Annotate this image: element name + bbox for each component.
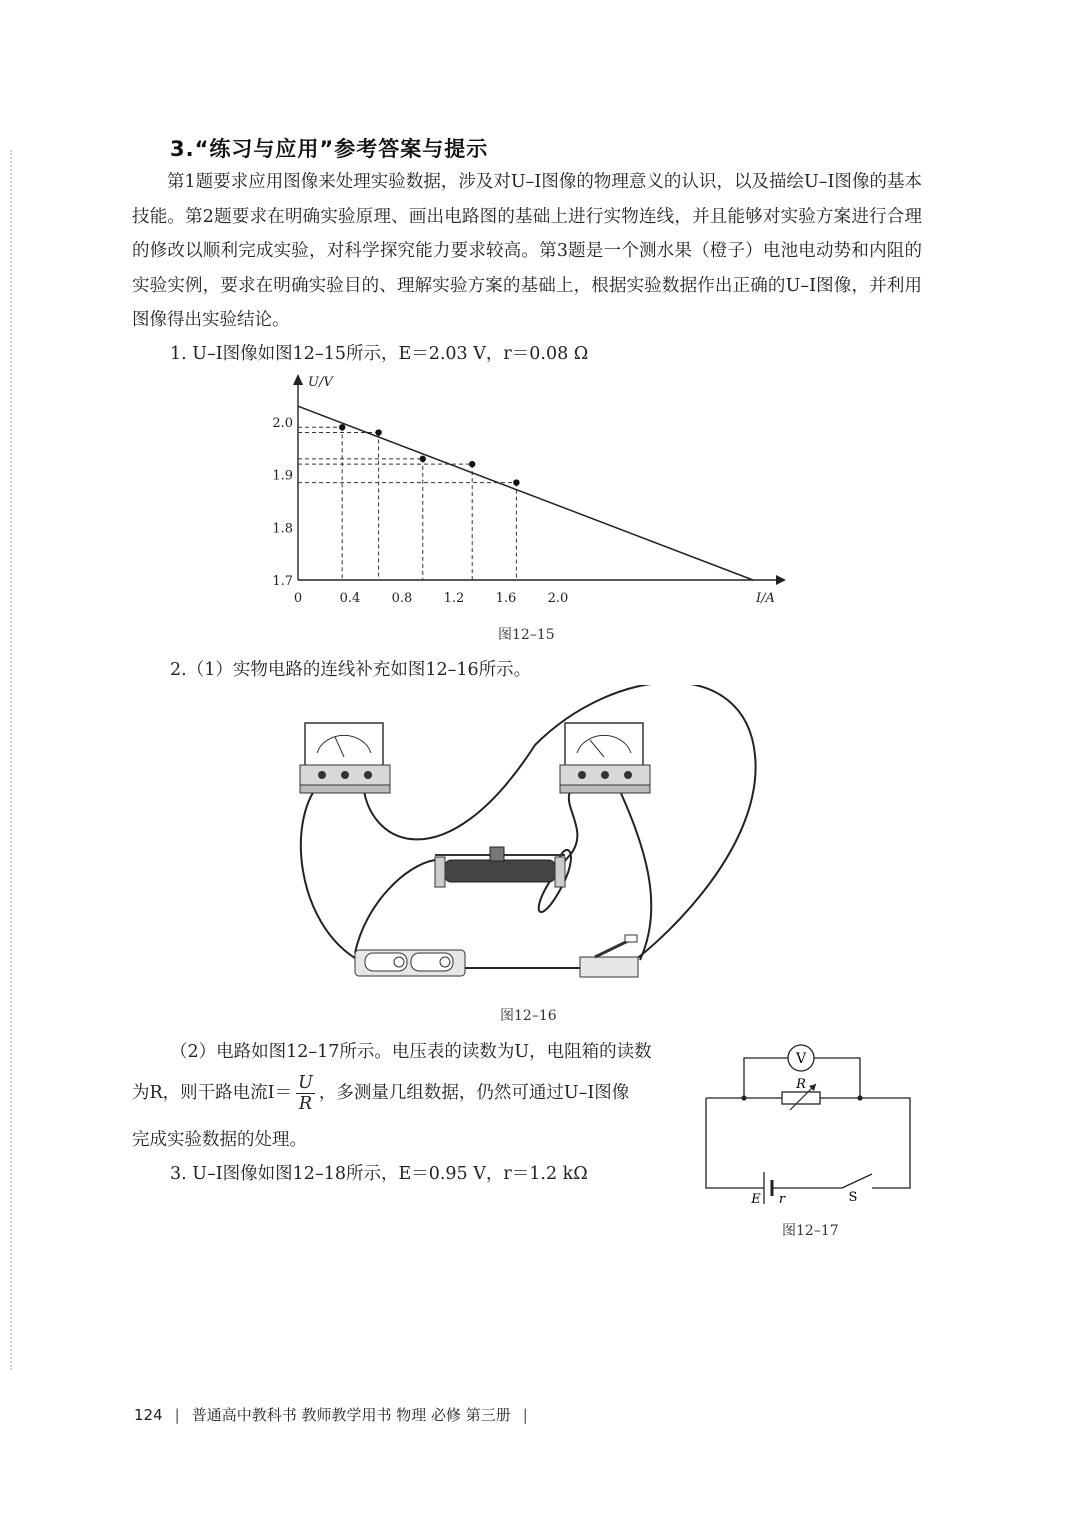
main-wire-right [820, 1098, 910, 1188]
y-tick-label: 1.9 [272, 468, 293, 484]
x-axis-label: I/A [756, 591, 775, 606]
current-fraction [296, 1073, 315, 1114]
ammeter [560, 723, 650, 793]
junction-right [857, 1095, 862, 1100]
resistance-label: R [796, 1077, 806, 1092]
knife-switch [580, 935, 638, 977]
book-title: 普通高中教科书 教师教学用书 物理 必修 第三册 [191, 1406, 511, 1424]
fraction-numerator: U [298, 1073, 313, 1093]
junction-left [741, 1095, 746, 1100]
left-dotted-margin [10, 150, 12, 1370]
fit-line [298, 406, 753, 580]
y-axis-label: U/V [308, 375, 333, 390]
switch-blade [842, 1174, 872, 1188]
ui-graph-12-15 [262, 370, 792, 610]
voltmeter [300, 723, 390, 793]
intro-paragraph [132, 165, 922, 338]
answer-2-2-after: ，多测量几组数据，仍然可通过U–I图像 [318, 1083, 630, 1103]
y-axis-arrow [293, 374, 303, 385]
x-tick-label: 2.0 [547, 591, 569, 606]
x-tick-label: 0.4 [339, 591, 361, 606]
y-tick-label: 1.7 [272, 574, 293, 589]
x-axis-arrow [776, 575, 786, 585]
page-footer: 124 | 普通高中教科书 教师教学用书 物理 必修 第三册 | [134, 1406, 528, 1424]
switch-label: S [848, 1190, 858, 1205]
x-tick-label: 0 [293, 591, 303, 606]
answer-2-2-line1: （2）电路如图12–17所示。电压表的读数为U，电阻箱的读数 [170, 1042, 652, 1062]
data-point [469, 461, 475, 467]
section-heading: 3.“练习与应用”参考答案与提示 [170, 137, 489, 161]
fraction-denominator: R [298, 1094, 313, 1114]
answer-2-2-before: 为R，则干路电流I＝ [132, 1083, 293, 1103]
figure-caption-12-16: 图12–16 [500, 1008, 557, 1024]
battery-holder [355, 950, 465, 976]
page-number: 124 [134, 1406, 163, 1424]
main-wire-left [706, 1098, 764, 1188]
figure-caption-12-17: 图12–17 [782, 1223, 839, 1239]
rheostat [435, 847, 565, 887]
wire-ammeter-to-rheostat [539, 780, 585, 912]
internal-resistance-label: r [778, 1192, 786, 1207]
answer-2-2-line2 [132, 1073, 629, 1114]
voltmeter-label: V [795, 1051, 807, 1067]
answer-2-2-line3: 完成实验数据的处理。 [132, 1130, 307, 1150]
resistance-box-symbol [782, 1092, 820, 1104]
x-tick-label: 1.2 [443, 591, 465, 606]
answer-3: 3. U–I图像如图12–18所示，E＝0.95 V，r＝1.2 kΩ [170, 1164, 588, 1184]
data-point [513, 479, 519, 485]
figure-caption-12-15: 图12–15 [498, 627, 555, 643]
x-tick-label: 0.8 [391, 591, 413, 606]
answer-2-1: 2.（1）实物电路的连线补充如图12–16所示。 [170, 660, 532, 680]
wire-voltmeter-to-battery [301, 780, 360, 961]
wire-voltmeter-to-ammeter [363, 685, 756, 963]
data-point [339, 424, 345, 430]
answer-1: 1. U–I图像如图12–15所示，E＝2.03 V，r＝0.08 Ω [170, 344, 589, 364]
wire-ammeter-to-switch [615, 780, 651, 960]
voltmeter-branch-wire-right [814, 1058, 860, 1098]
x-tick-label: 1.6 [495, 591, 517, 606]
physical-circuit-12-16 [285, 685, 795, 985]
emf-label: E [751, 1192, 761, 1207]
intro-text: 第1题要求应用图像来处理实验数据，涉及对U–I图像的物理意义的认识，以及描绘U–I图像的基本技能。第2题要求在明确实验原理、画出电路图的基础上进行实物连线，并且能够对实验方案进行合理的修改以顺利完成实验，对科学探究能力要求较高。第3题是一个测水果（橙子）电池电动势和内阻的实验实例，要求在明确实验目的、理解实验方案的基础上，根据实验数据作出正确的U–I图像，并利用图像得出实验结论。 [132, 172, 922, 330]
data-point [375, 429, 381, 435]
wire-rheostat-to-battery [355, 860, 435, 953]
y-tick-label: 1.8 [272, 521, 293, 537]
data-point [420, 456, 426, 462]
y-tick-label: 2.0 [272, 416, 293, 431]
circuit-diagram-12-17 [698, 1040, 918, 1210]
